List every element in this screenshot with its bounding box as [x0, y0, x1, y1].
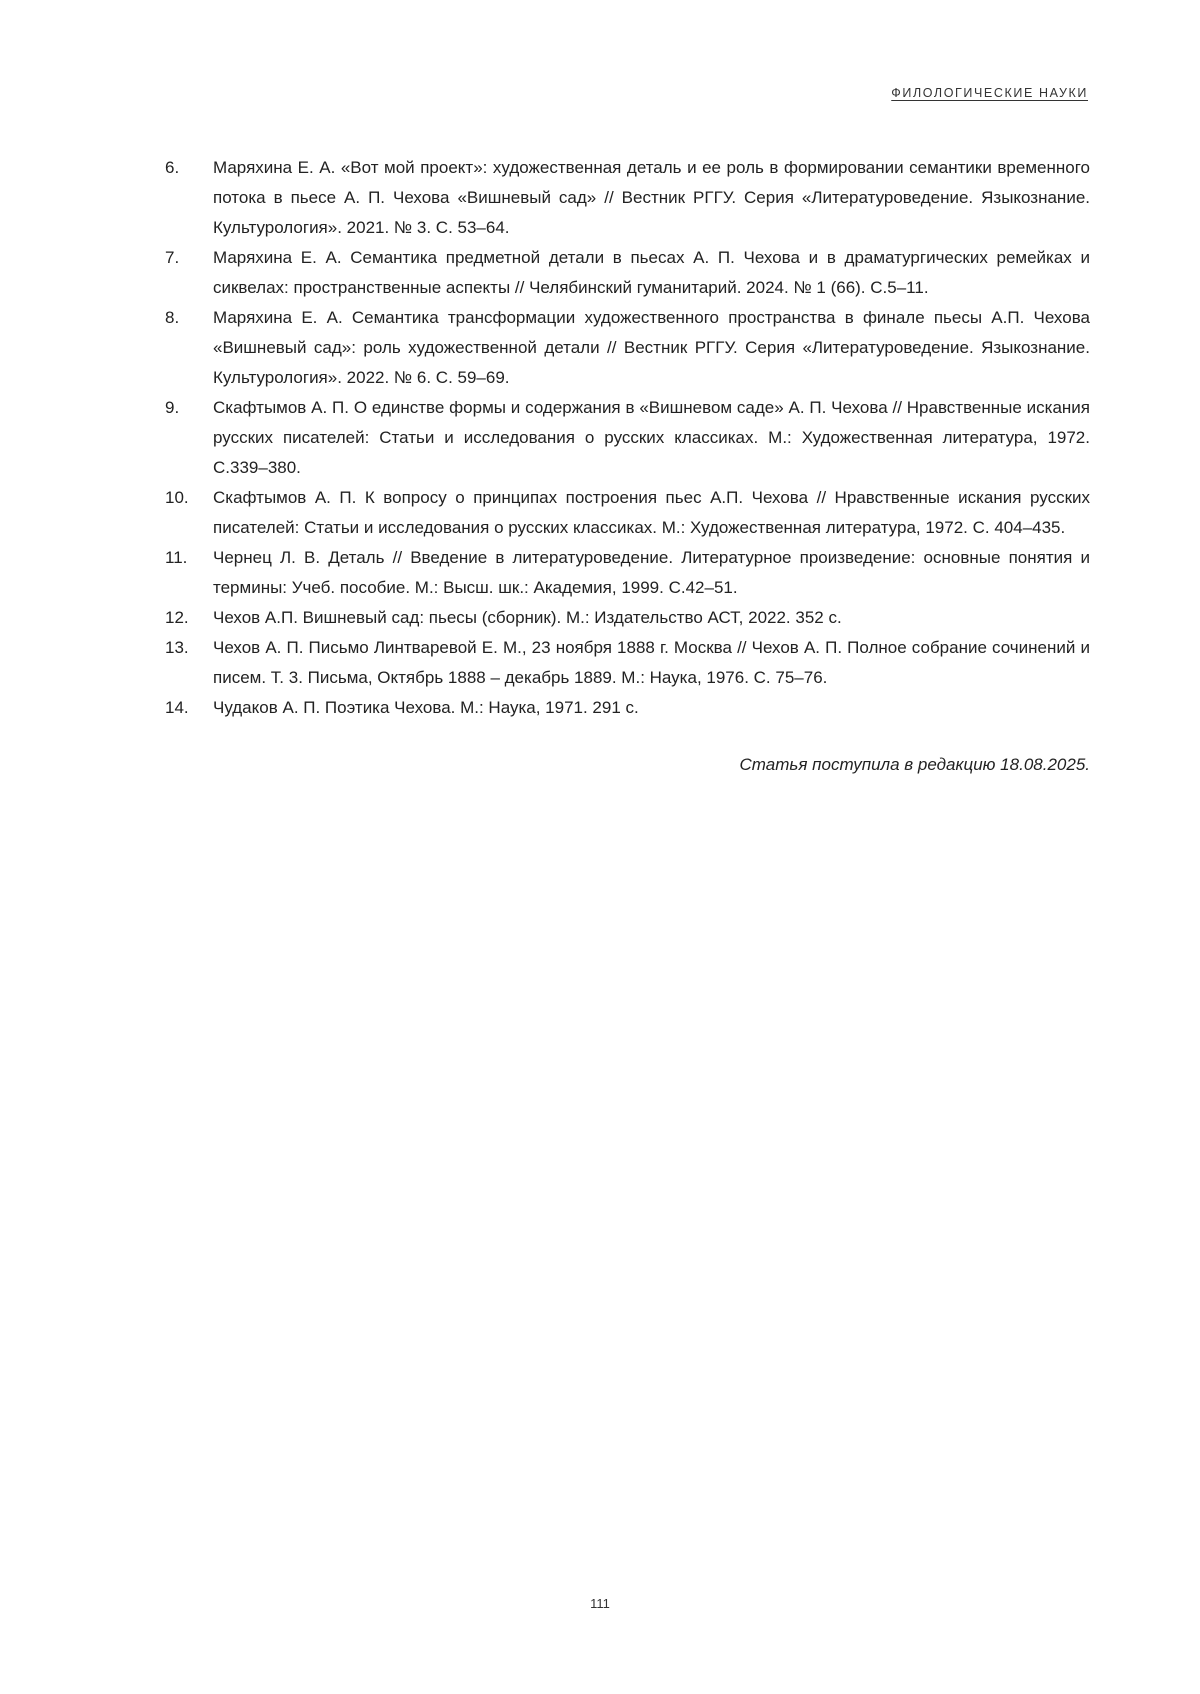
- reference-item: [165, 483, 1090, 543]
- reference-number: 8.: [165, 308, 180, 327]
- reference-text: Чехов А. П. Письмо Линтваревой Е. М., 23 ноября 1888 г. Москва // Чехов А. П. Полное собрание сочинений и писем. Т. 3. Письма, Октябрь 1888 – декабрь 1889. М.: Наука, 1976. С. 75–76.: [213, 638, 1090, 687]
- page-number: 111: [590, 1596, 610, 1611]
- reference-number: 11.: [165, 548, 188, 567]
- reference-text: Скафтымов А. П. О единстве формы и содержания в «Вишневом саде» А. П. Чехова // Нравственные искания русских писателей: Статьи и исследования о русских классиках. М.: Художественная литература, 1972. С.339–380.: [213, 398, 1090, 477]
- reference-text: Маряхина Е. А. Семантика предметной детали в пьесах А. П. Чехова и в драматургических ремейках и сиквелах: пространственные аспекты // Челябинский гуманитарий. 2024. № 1 (66). С.5–11.: [213, 248, 1090, 297]
- reference-item: [165, 303, 1090, 393]
- reference-number: 7.: [165, 248, 180, 267]
- reference-number: 14.: [165, 698, 189, 717]
- reference-item: [165, 543, 1090, 603]
- reference-item: [165, 153, 1090, 243]
- reference-number: 10.: [165, 488, 189, 507]
- reference-number: 9.: [165, 398, 180, 417]
- reference-item: [165, 603, 1090, 633]
- reference-text: Чехов А.П. Вишневый сад: пьесы (сборник). М.: Издательство АСТ, 2022. 352 с.: [213, 608, 842, 627]
- reference-number: 12.: [165, 608, 189, 627]
- reference-text: Маряхина Е. А. «Вот мой проект»: художественная деталь и ее роль в формировании семантики временного потока в пьесе А. П. Чехова «Вишневый сад» // Вестник РГГУ. Серия «Литературоведение. Языкознание. Культурология». 2021. № 3. С. 53–64.: [213, 158, 1090, 237]
- reference-list: [165, 153, 1090, 723]
- reference-text: Скафтымов А. П. К вопросу о принципах построения пьес А.П. Чехова // Нравственные искания русских писателей: Статьи и исследования о русских классиках. М.: Художественная литература, 1972. С. 404–435.: [213, 488, 1090, 537]
- reference-text: Маряхина Е. А. Семантика трансформации художественного пространства в финале пьесы А.П. Чехова «Вишневый сад»: роль художественной детали // Вестник РГГУ. Серия «Литературоведение. Языкознание. Культурология». 2022. № 6. С. 59–69.: [213, 308, 1090, 387]
- reference-text: Чернец Л. В. Деталь // Введение в литературоведение. Литературное произведение: основные понятия и термины: Учеб. пособие. М.: Высш. шк.: Академия, 1999. С.42–51.: [213, 548, 1090, 597]
- reference-item: [165, 243, 1090, 303]
- received-date-note: Статья поступила в редакцию 18.08.2025.: [739, 755, 1090, 774]
- reference-number: 13.: [165, 638, 189, 657]
- reference-number: 6.: [165, 158, 180, 177]
- reference-item: [165, 393, 1090, 483]
- reference-item: [165, 693, 1090, 723]
- reference-item: [165, 633, 1090, 693]
- reference-text: Чудаков А. П. Поэтика Чехова. М.: Наука, 1971. 291 с.: [213, 698, 639, 717]
- running-head: ФИЛОЛОГИЧЕСКИЕ НАУКИ: [891, 86, 1088, 100]
